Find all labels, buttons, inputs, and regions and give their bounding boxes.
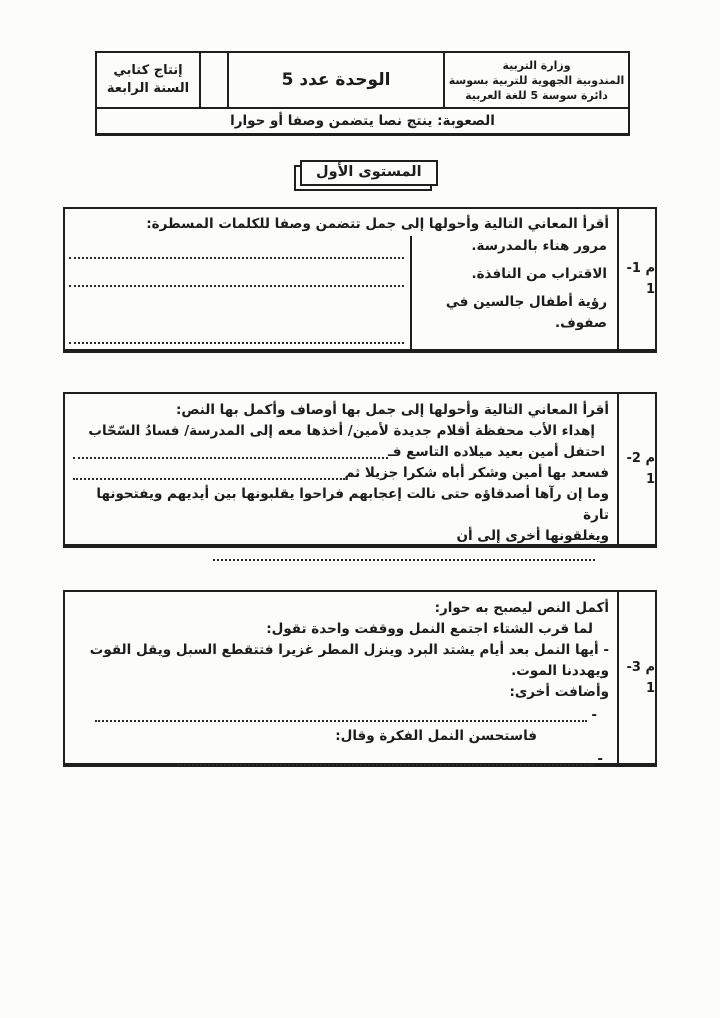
section-m3-1 xyxy=(63,590,657,767)
line-text: ويغلقونها أخرى إلى أن xyxy=(456,528,609,544)
item-phrase: مرور هناء بالمدرسة. xyxy=(410,236,617,264)
line-text: فاستحسن النمل الفكرة وقال: xyxy=(335,728,537,744)
items-table xyxy=(65,236,617,349)
dialogue-dash: - xyxy=(597,751,603,767)
dialogue-line: - أيها النمل بعد أيام يشتد البرد وينزل المطر غزيرا فتتقطع السبل ويقل القوت ويهددنا الموت. xyxy=(89,642,609,679)
item-row xyxy=(65,292,617,349)
answer-blank xyxy=(65,236,410,264)
unit-title: الوحدة عدد 5 xyxy=(281,70,391,90)
subject-line-1: إنتاج كتابي xyxy=(113,63,183,78)
section-content xyxy=(65,209,617,349)
line-text: احتفل أمين بعيد ميلاده التاسع فـ xyxy=(387,444,605,460)
section-m2-1 xyxy=(63,392,657,548)
dialogue-blank xyxy=(73,705,609,726)
header-table xyxy=(95,51,630,136)
dotted-line xyxy=(95,720,587,722)
level-title: المستوى الأول xyxy=(300,160,438,186)
item-row xyxy=(65,236,617,264)
dotted-line xyxy=(177,764,593,766)
line-text: فسعد بها أمين وشكر أباه شكرا جزيلا ثم xyxy=(344,465,609,481)
criterion-label: م 1-1 xyxy=(617,209,655,349)
subject-cell xyxy=(97,53,201,107)
authority-cell xyxy=(443,53,628,107)
section-content xyxy=(65,394,617,544)
criterion-label: م 3-1 xyxy=(617,592,655,763)
dialogue-dash: - xyxy=(591,707,597,723)
item-row xyxy=(65,264,617,292)
instruction: أكمل النص ليصبح به حوار: xyxy=(434,600,609,616)
answer-blank xyxy=(65,264,410,292)
dotted-line xyxy=(69,342,404,344)
line-text: وأضافت أخرى: xyxy=(509,684,609,700)
authority-line-3: دائرة سوسة 5 للغة العربية xyxy=(465,88,608,102)
section-content xyxy=(65,592,617,767)
instruction: أقرأ المعاني التالية وأحولها إلى جمل بها أوصاف وأكمل بها النص: xyxy=(175,402,609,418)
dotted-line xyxy=(73,457,388,459)
story-intro: لما قرب الشتاء اجتمع النمل ووقفت واحدة تقول: xyxy=(266,621,593,637)
subject-line-2: السنة الرابعة xyxy=(106,81,190,96)
level-title-box xyxy=(300,160,438,186)
dotted-line xyxy=(73,478,345,480)
item-phrase: رؤية أطفال جالسين في صفوف. xyxy=(410,292,617,349)
authority-line-1: وزارة التربية xyxy=(502,58,571,72)
authority-line-2: المندوبية الجهوية للتربية بسوسة xyxy=(448,73,625,87)
line-text: وما إن رآها أصدقاؤه حتى نالت إعجابهم فراحوا يقلبونها بين أيديهم ويفتحونها تارة xyxy=(96,486,609,523)
item-phrase: الاقتراب من النافذة. xyxy=(410,264,617,292)
dotted-line xyxy=(69,257,404,259)
unit-title-cell xyxy=(227,53,443,107)
answer-blank xyxy=(65,292,410,349)
meaning-hints: إهداء الأب محفظة أقلام جديدة لأمين/ أخذها معه إلى المدرسة/ فسادُ السّحّاب xyxy=(88,423,595,439)
dialogue-blank xyxy=(73,749,609,770)
text-line-with-blank xyxy=(73,463,609,484)
dotted-line xyxy=(213,551,595,561)
instruction: أقرأ المعاني التالية وأحولها إلى جمل تتضمن وصفا للكلمات المسطرة: xyxy=(146,216,609,232)
text-line-with-blank xyxy=(73,442,609,463)
criterion-label: م 2-1 xyxy=(617,394,655,544)
section-m1-1 xyxy=(63,207,657,353)
dotted-line xyxy=(69,285,404,287)
difficulty-row: الصعوبة: ينتج نصا يتضمن وصفا أو حوارا xyxy=(97,107,628,133)
header-top-row xyxy=(97,53,628,107)
